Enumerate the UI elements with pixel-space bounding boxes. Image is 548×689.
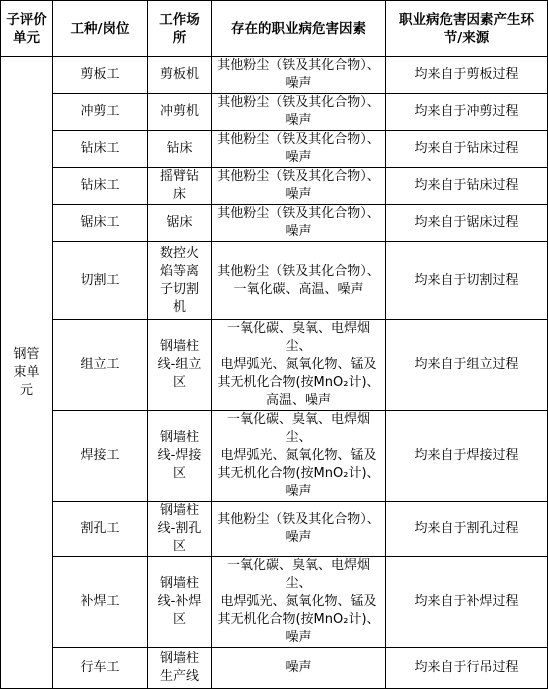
source-cell: 均来自于剪板过程 [386, 57, 548, 94]
table-row [1, 242, 548, 320]
site-cell: 钢墙柱 生产线 [148, 648, 212, 689]
source-cell: 均来自于钻床过程 [386, 131, 548, 168]
header-job: 工种/岗位 [53, 1, 148, 57]
site-cell: 钢墙柱 线-补焊 区 [148, 557, 212, 648]
evaluation-unit-cell: 钢管 束单 元 [1, 57, 53, 689]
table-row [1, 320, 548, 411]
hazards-cell: 其他粉尘（铁及其化合物）、 噪声 [212, 168, 386, 205]
job-cell: 钻床工 [53, 131, 148, 168]
job-cell: 组立工 [53, 320, 148, 411]
hazards-cell: 噪声 [212, 648, 386, 689]
table-row [1, 411, 548, 502]
source-cell: 均来自于冲剪过程 [386, 94, 548, 131]
job-cell: 补焊工 [53, 557, 148, 648]
site-cell: 数控火 焰等离 子切割 机 [148, 242, 212, 320]
table-row [1, 557, 548, 648]
site-cell: 剪板机 [148, 57, 212, 94]
hazards-cell: 一氧化碳、臭氧、电焊烟尘、 电焊弧光、氮氧化物、锰及 其无机化合物(按MnO₂计)、 噪声 [212, 557, 386, 648]
job-cell: 钻床工 [53, 168, 148, 205]
job-cell: 行车工 [53, 648, 148, 689]
source-cell: 均来自于钻床过程 [386, 168, 548, 205]
job-cell: 锯床工 [53, 205, 148, 242]
table-row [1, 131, 548, 168]
hazards-cell: 其他粉尘（铁及其化合物）、 噪声 [212, 205, 386, 242]
header-unit: 子评价 单元 [1, 1, 53, 57]
hazards-cell: 其他粉尘（铁及其化合物）、 噪声 [212, 57, 386, 94]
source-cell: 均来自于焊接过程 [386, 411, 548, 502]
job-cell: 焊接工 [53, 411, 148, 502]
site-cell: 钻床 [148, 131, 212, 168]
table-row [1, 648, 548, 689]
source-cell: 均来自于行吊过程 [386, 648, 548, 689]
source-cell: 均来自于割孔过程 [386, 502, 548, 557]
job-cell: 切割工 [53, 242, 148, 320]
hazards-cell: 其他粉尘（铁及其化合物）、 噪声 [212, 131, 386, 168]
site-cell: 钢墙柱 线-割孔 区 [148, 502, 212, 557]
table-row [1, 205, 548, 242]
source-cell: 均来自于补焊过程 [386, 557, 548, 648]
site-cell: 钢墙柱 线-焊接 区 [148, 411, 212, 502]
source-cell: 均来自于锯床过程 [386, 205, 548, 242]
table-header-row [1, 1, 548, 57]
hazards-cell: 一氧化碳、臭氧、电焊烟尘、 电焊弧光、氮氧化物、锰及 其无机化合物(按MnO₂计)、 高温、噪声 [212, 320, 386, 411]
header-source: 职业病危害因素产生环 节/来源 [386, 1, 548, 57]
header-site: 工作场 所 [148, 1, 212, 57]
source-cell: 均来自于组立过程 [386, 320, 548, 411]
hazards-cell: 其他粉尘（铁及其化合物）、 噪声 [212, 502, 386, 557]
header-hazards: 存在的职业病危害因素 [212, 1, 386, 57]
hazards-cell: 其他粉尘（铁及其化合物）、 一氧化碳、高温、噪声 [212, 242, 386, 320]
site-cell: 摇臂钻 床 [148, 168, 212, 205]
job-cell: 割孔工 [53, 502, 148, 557]
hazards-cell: 其他粉尘（铁及其化合物）、 噪声 [212, 94, 386, 131]
table-row [1, 94, 548, 131]
site-cell: 锯床 [148, 205, 212, 242]
hazards-cell: 一氧化碳、臭氧、电焊烟尘、 电焊弧光、氮氧化物、锰及 其无机化合物(按MnO₂计)、 噪声 [212, 411, 386, 502]
job-cell: 剪板工 [53, 57, 148, 94]
table-row [1, 502, 548, 557]
job-cell: 冲剪工 [53, 94, 148, 131]
table-row [1, 168, 548, 205]
source-cell: 均来自于切割过程 [386, 242, 548, 320]
site-cell: 钢墙柱 线-组立 区 [148, 320, 212, 411]
table-row [1, 57, 548, 94]
site-cell: 冲剪机 [148, 94, 212, 131]
